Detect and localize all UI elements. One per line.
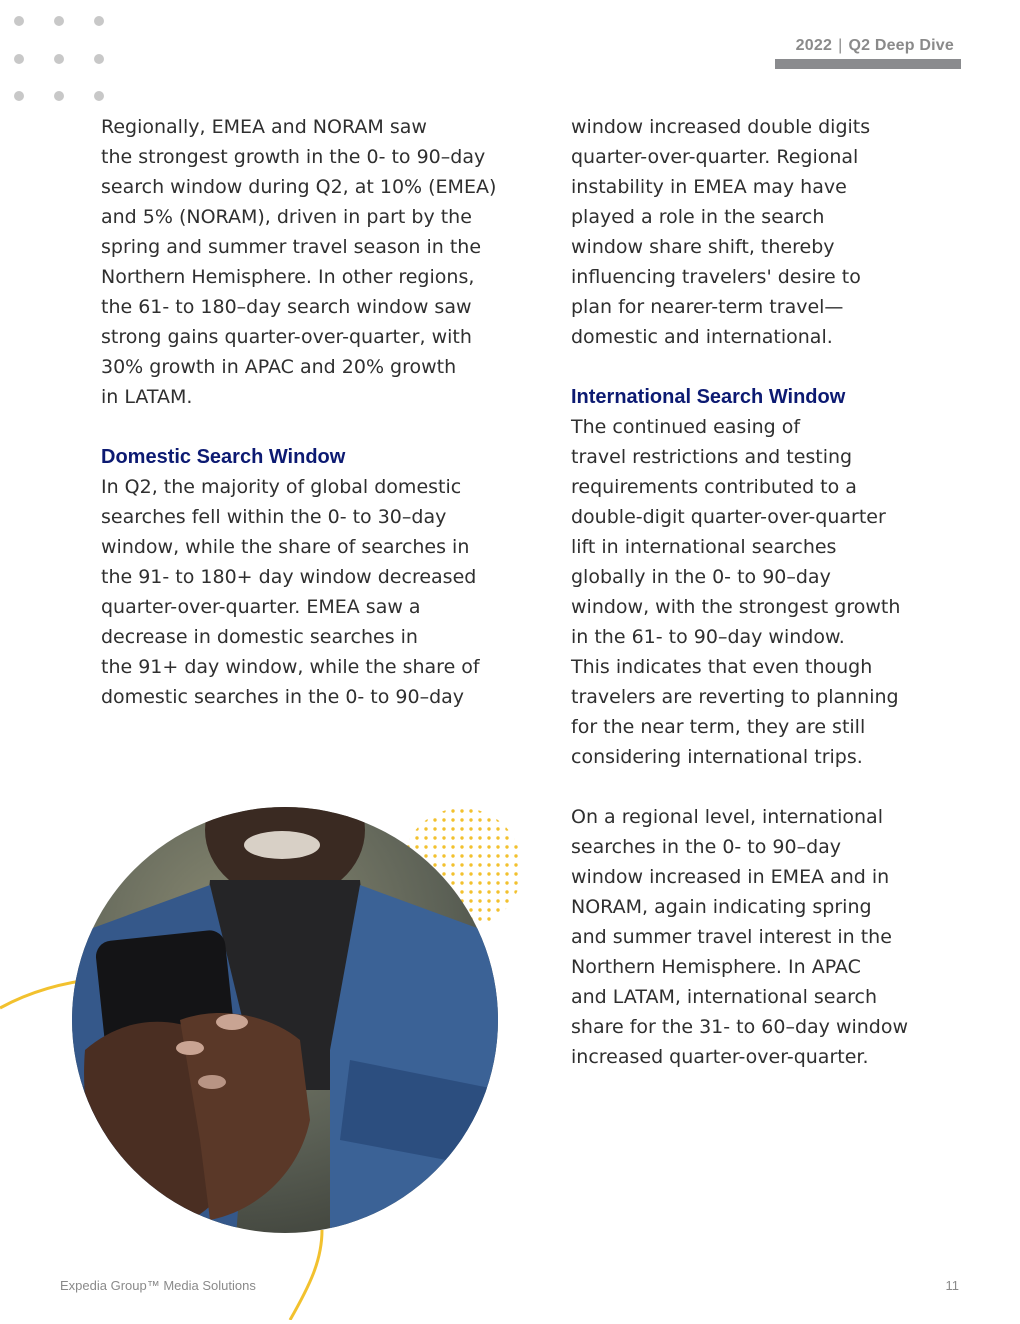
text-line: domestic and international. <box>571 326 833 348</box>
text-line: quarter-over-quarter. Regional <box>571 146 859 168</box>
text-line: travelers are reverting to planning <box>571 686 899 708</box>
text-line: window share shift, thereby <box>571 236 835 258</box>
text-line: searches in the 0- to 90–day <box>571 836 842 858</box>
page-number: 11 <box>945 1278 959 1293</box>
text-line: This indicates that even though <box>571 656 873 678</box>
left-column <box>101 112 521 712</box>
text-line: In Q2, the majority of global domestic <box>101 476 462 498</box>
text-line: strong gains quarter-over-quarter, with <box>101 326 472 348</box>
text-line: the 91- to 180+ day window decreased <box>101 566 477 588</box>
text-line: On a regional level, international <box>571 806 883 828</box>
text-line: in LATAM. <box>101 386 193 408</box>
photo-illustration <box>0 790 540 1320</box>
text-line: double-digit quarter-over-quarter <box>571 506 886 528</box>
text-line: and LATAM, international search <box>571 986 878 1008</box>
intro-paragraph <box>101 112 521 412</box>
text-line: The continued easing of <box>571 416 801 438</box>
header-label <box>796 37 954 55</box>
text-line: instability in EMEA may have <box>571 176 847 198</box>
continued-paragraph <box>571 112 931 352</box>
header-year: 2022 <box>795 37 833 54</box>
yellow-arc-decoration-lower <box>290 1230 322 1320</box>
text-line: search window during Q2, at 10% (EMEA) <box>101 176 497 198</box>
text-line: the 61- to 180–day search window saw <box>101 296 472 318</box>
text-line: increased quarter-over-quarter. <box>571 1046 869 1068</box>
photo-area <box>0 790 540 1320</box>
text-line: globally in the 0- to 90–day <box>571 566 831 588</box>
text-line: and 5% (NORAM), driven in part by the <box>101 206 472 228</box>
text-line: for the near term, they are still <box>571 716 866 738</box>
text-line: Northern Hemisphere. In other regions, <box>101 266 475 288</box>
text-line: considering international trips. <box>571 746 863 768</box>
text-line: influencing travelers' desire to <box>571 266 861 288</box>
international-heading: International Search Window <box>571 386 846 408</box>
text-line: window, while the share of searches in <box>101 536 470 558</box>
text-line: domestic searches in the 0- to 90–day <box>101 686 465 708</box>
text-line: quarter-over-quarter. EMEA saw a <box>101 596 421 618</box>
text-line: and summer travel interest in the <box>571 926 892 948</box>
header-bar <box>775 59 961 69</box>
text-line: share for the 31- to 60–day window <box>571 1016 909 1038</box>
text-line: spring and summer travel season in the <box>101 236 482 258</box>
text-line: Regionally, EMEA and NORAM saw <box>101 116 427 138</box>
text-line: window, with the strongest growth <box>571 596 901 618</box>
text-line: Northern Hemisphere. In APAC <box>571 956 861 978</box>
footer-brand: Expedia Group™ Media Solutions <box>60 1278 256 1293</box>
text-line: the 91+ day window, while the share of <box>101 656 480 678</box>
international-paragraph <box>571 412 931 772</box>
header-report-title: Q2 Deep Dive <box>848 37 954 54</box>
text-line: requirements contributed to a <box>571 476 857 498</box>
text-line: the strongest growth in the 0- to 90–day <box>101 146 486 168</box>
text-line: NORAM, again indicating spring <box>571 896 872 918</box>
text-line: window increased double digits <box>571 116 871 138</box>
domestic-paragraph <box>101 472 521 712</box>
regional-paragraph <box>571 802 931 1072</box>
text-line: searches fell within the 0- to 30–day <box>101 506 447 528</box>
text-line: decrease in domestic searches in <box>101 626 418 648</box>
text-line: window increased in EMEA and in <box>571 866 890 888</box>
text-line: lift in international searches <box>571 536 837 558</box>
text-line: in the 61- to 90–day window. <box>571 626 845 648</box>
domestic-heading: Domestic Search Window <box>101 446 346 468</box>
text-line: played a role in the search <box>571 206 825 228</box>
text-line: plan for nearer-term travel— <box>571 296 844 318</box>
decorative-dot-grid <box>14 16 114 106</box>
text-line: travel restrictions and testing <box>571 446 853 468</box>
text-line: 30% growth in APAC and 20% growth <box>101 356 457 378</box>
header-separator: | <box>838 37 843 54</box>
right-column <box>571 112 931 1072</box>
